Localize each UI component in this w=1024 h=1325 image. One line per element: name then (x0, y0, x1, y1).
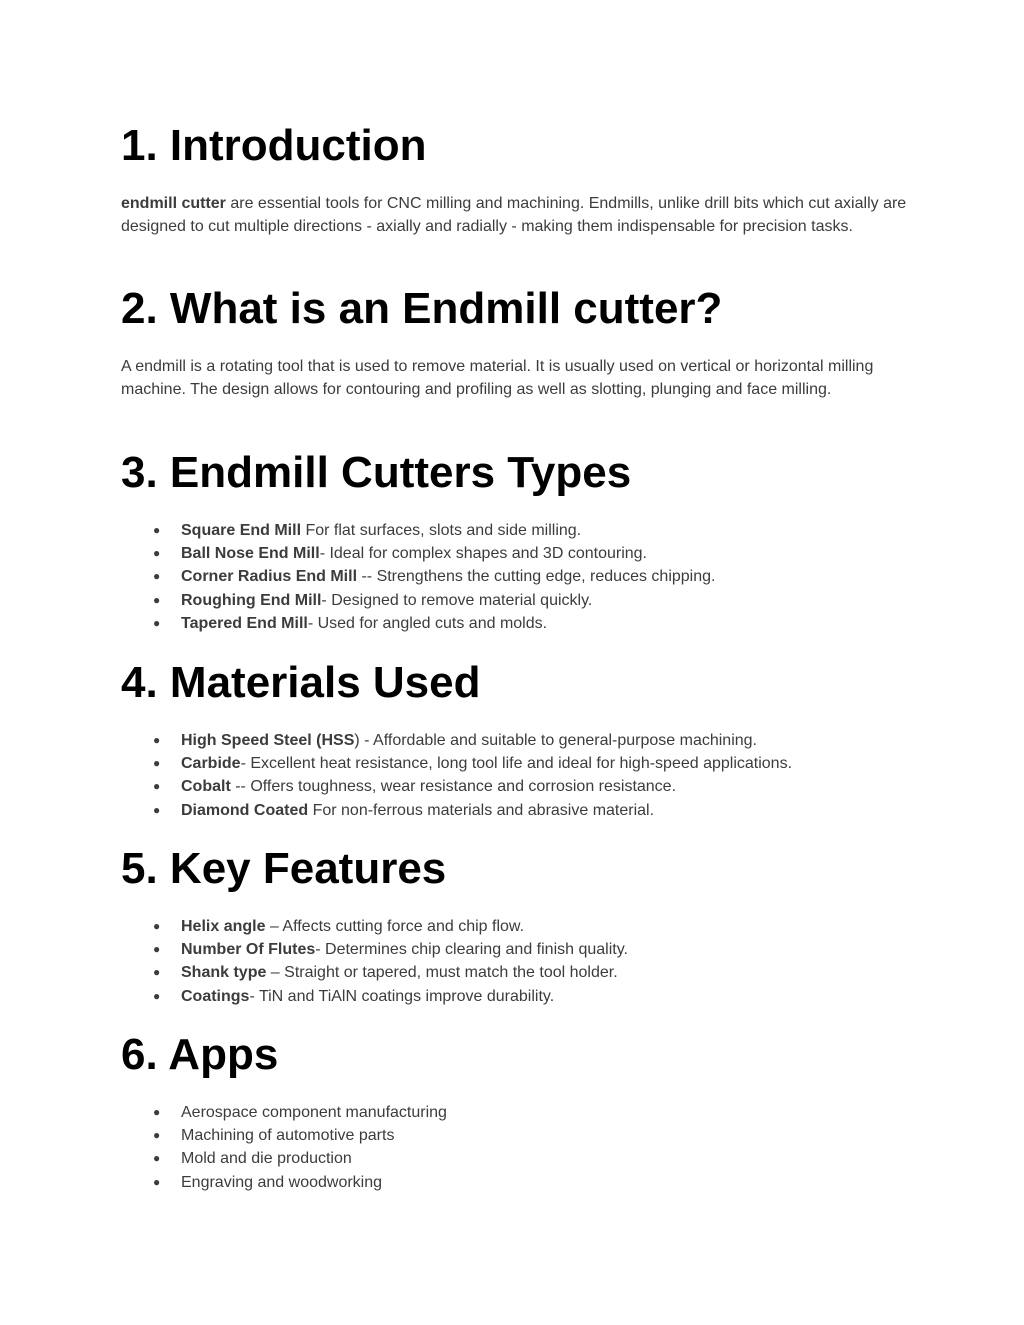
item-text: - Ideal for complex shapes and 3D contouring. (319, 545, 647, 563)
section-cutter-types (121, 447, 715, 635)
item-term: Shank type (181, 964, 267, 982)
item-text: - Designed to remove material quickly. (321, 591, 593, 609)
bullet-icon: ● (153, 1128, 161, 1143)
item-text: - Determines chip clearing and finish quality. (315, 941, 628, 959)
item-text: - Excellent heat resistance, long tool life and ideal for high-speed applications. (240, 755, 793, 773)
item-term: Number Of Flutes (181, 941, 316, 959)
list-item (121, 1147, 447, 1170)
section-materials (121, 657, 792, 822)
heading-introduction: 1. Introduction (121, 121, 427, 170)
item-text: For flat surfaces, slots and side milling. (301, 522, 582, 539)
list-item (121, 799, 792, 822)
heading-materials: 4. Materials Used (121, 658, 481, 707)
list-key-features (121, 915, 628, 1008)
item-term: Roughing End Mill (181, 591, 322, 609)
item-term: High Speed Steel (HSS (181, 732, 355, 749)
item-text: – Affects cutting force and chip flow. (265, 918, 525, 935)
item-text: -- Offers toughness, wear resistance and corrosion resistance. (230, 778, 677, 796)
bullet-icon: ● (153, 779, 161, 794)
bullet-icon: ● (153, 988, 161, 1003)
list-item (121, 519, 715, 542)
bullet-icon: ● (153, 1105, 161, 1119)
list-item (121, 752, 792, 775)
bullet-icon: ● (153, 523, 161, 537)
item-term: Coatings (181, 987, 250, 1005)
item-text: Machining of automotive parts (181, 1127, 395, 1145)
list-item (121, 729, 792, 752)
item-text: For non-ferrous materials and abrasive material. (308, 801, 655, 819)
item-term: Diamond Coated (181, 801, 309, 819)
item-text: ) - Affordable and suitable to general-purpose machining. (354, 732, 757, 749)
list-item (121, 938, 628, 961)
item-text: Mold and die production (181, 1150, 352, 1168)
heading-key-features: 5. Key Features (121, 844, 447, 893)
bullet-icon: ● (153, 615, 161, 630)
item-term: Helix angle (181, 918, 266, 935)
item-term: Ball Nose End Mill (181, 545, 320, 563)
bullet-icon: ● (153, 546, 161, 561)
bullet-icon: ● (153, 733, 161, 747)
item-text: - Used for angled cuts and molds. (307, 614, 548, 632)
heading-what-is-endmill: 2. What is an Endmill cutter? (121, 284, 723, 333)
item-term: Tapered End Mill (181, 614, 308, 632)
bullet-icon: ● (153, 1151, 161, 1166)
item-text: Aerospace component manufacturing (181, 1104, 447, 1121)
item-text: Engraving and woodworking (181, 1173, 383, 1191)
item-text: -- Strengthens the cutting edge, reduces chipping. (357, 568, 716, 586)
list-item (121, 961, 628, 984)
bullet-icon: ● (153, 965, 161, 980)
item-text: - TiN and TiAlN coatings improve durability. (249, 987, 555, 1005)
heading-cutter-types: 3. Endmill Cutters Types (121, 448, 632, 497)
list-item (121, 589, 715, 612)
list-apps (121, 1101, 447, 1194)
bullet-icon: ● (153, 756, 161, 771)
item-term: Cobalt (181, 778, 231, 796)
bullet-icon: ● (153, 919, 161, 933)
section-apps (121, 1029, 447, 1194)
list-item (121, 985, 628, 1008)
paragraph-introduction (121, 192, 911, 239)
bold-term: endmill cutter (121, 195, 226, 212)
bullet-icon: ● (153, 942, 161, 957)
list-cutter-types (121, 519, 715, 635)
list-item (121, 915, 628, 938)
list-item (121, 542, 715, 565)
list-item (121, 1171, 447, 1194)
heading-apps: 6. Apps (121, 1030, 279, 1079)
item-term: Carbide (181, 755, 241, 773)
list-item (121, 775, 792, 798)
bullet-icon: ● (153, 1174, 161, 1189)
item-text: – Straight or tapered, must match the tool holder. (266, 964, 618, 982)
item-term: Square End Mill (181, 522, 302, 539)
bullet-icon: ● (153, 592, 161, 607)
section-introduction (121, 120, 911, 239)
section-key-features (121, 843, 628, 1008)
list-materials (121, 729, 792, 822)
list-item (121, 1101, 447, 1124)
list-item (121, 1124, 447, 1147)
section-what-is-endmill (121, 283, 911, 402)
item-term: Corner Radius End Mill (181, 568, 358, 586)
list-item (121, 612, 715, 635)
bullet-icon: ● (153, 569, 161, 584)
paragraph-text: are essential tools for CNC milling and machining. Endmills, unlike drill bits which cut axially are designed to cut multiple directions - axially and radially - making them indispensable for precision tasks. (121, 195, 907, 236)
paragraph-what-is-endmill: A endmill is a rotating tool that is used to remove material. It is usually used on vertical or horizontal milling machine. The design allows for contouring and profiling as well as slotting, plunging and face milling. (121, 358, 874, 399)
list-item (121, 565, 715, 588)
bullet-icon: ● (153, 802, 161, 817)
